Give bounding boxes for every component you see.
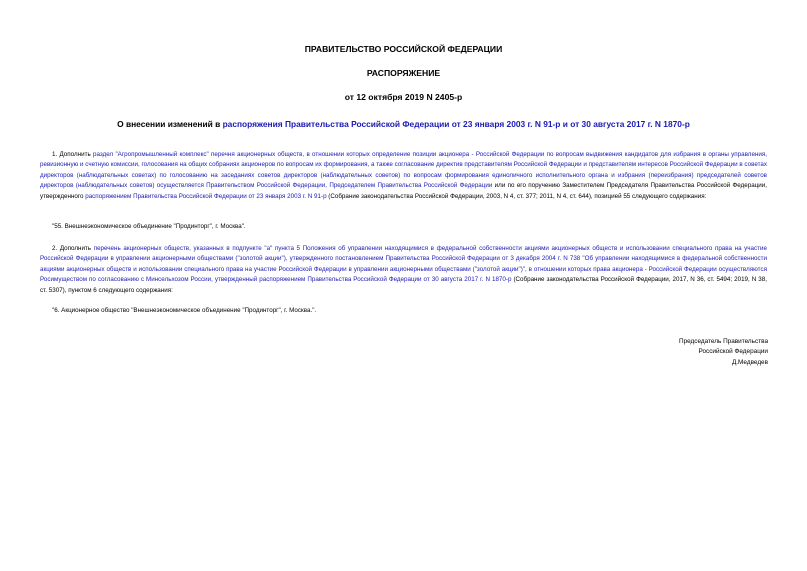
- signature-position-line-2: Российской Федерации: [698, 348, 768, 356]
- paragraph-1: [40, 150, 767, 202]
- paragraph-2-link-list[interactable]: перечень акционерных обществ, указанных в подпункте "а" пункта 5 Положения об управлении находящимися в федеральной собственности акциями акционерных обществ и использовании специального права на участие Российской Федерации в управлении акционерными обществами ("золотой акции"), утвержденного постановлением Правительства Российской Федерации от 3 декабря 2004 г. N 738 "Об управлении находящимися в федеральной собственности акциями акционерных обществ и использовании специального права на участие Российской Федерации в управлении акционерными обществами ("золотой акции")", в отношении которых права акционера - Российской Федерации осуществляются Росимуществом по согласованию с Минсельхозом России, утвержденный распоряжением Правительства Российской Федерации от 30 августа 2017 г. N 1870-р: [40, 245, 767, 284]
- paragraph-1-link-section[interactable]: раздел "Агропромышленный комплекс" перечня акционерных обществ, в отношении которых определение позиции акционера - Российской Федерации по вопросам выдвижения кандидатов для избрания в органы управления, ревизионную и счетную комиссии, голосования на общих собраниях акционеров по вопросам их формирования, а также согласование директив представителям Российской Федерации и представителям интересов Российской Федерации в советах директоров (наблюдательных советах) по голосованию на заседаниях советов директоров (наблюдательных советов) по вопросам формирования единоличного исполнительного органа и избрания (переизбрания) председателей советов директоров (наблюдательных советов) осуществляется Правительством Российской Федерации, Председателем Правительства Российской Федерации: [40, 151, 767, 190]
- document-date-number: от 12 октября 2019 N 2405-р: [344, 92, 463, 102]
- paragraph-1-text-1: 1. Дополнить: [52, 151, 93, 158]
- paragraph-2-text-2: (Собрание законодательства Российской Федерации, 2017, N 36, ст. 5494; 2019, N 38, ст. 5307), пунктом 6 следующего содержания:: [40, 276, 767, 294]
- quote-1: "55. Внешнеэкономическое объединение "Продинторг", г. Москва".: [52, 223, 246, 230]
- paragraph-1-text-2: или по его поручению Заместителем Председателя Правительства Российской Федерации, утвержденного: [40, 182, 767, 200]
- paragraph-2: [40, 244, 767, 296]
- government-heading: ПРАВИТЕЛЬСТВО РОССИЙСКОЙ ФЕДЕРАЦИИ: [304, 44, 503, 54]
- paragraph-2-text-1: 2. Дополнить: [52, 245, 94, 252]
- quote-2: "6. Акционерное общество "Внешнеэкономическое объединение "Продинторг", г. Москва.".: [52, 307, 317, 314]
- signature-position-line-1: Председатель Правительства: [679, 338, 768, 345]
- signature-block: [560, 337, 768, 368]
- document-title: [40, 119, 767, 130]
- title-link[interactable]: распоряжения Правительства Российской Федерации от 23 января 2003 г. N 91-р и от 30 августа 2017 г. N 1870-р: [222, 119, 690, 129]
- title-prefix: О внесении изменений в: [117, 119, 223, 129]
- document-type-heading: РАСПОРЯЖЕНИЕ: [366, 68, 441, 78]
- paragraph-1-text-3: (Собрание законодательства Российской Федерации, 2003, N 4, ст. 377; 2011, N 4, ст. 644), позицией 55 следующего содержания:: [326, 192, 707, 200]
- signature-name: Д.Медведев: [731, 358, 768, 366]
- paragraph-1-link-order[interactable]: распоряжением Правительства Российской Федерации от 23 января 2003 г. N 91-р: [85, 192, 327, 200]
